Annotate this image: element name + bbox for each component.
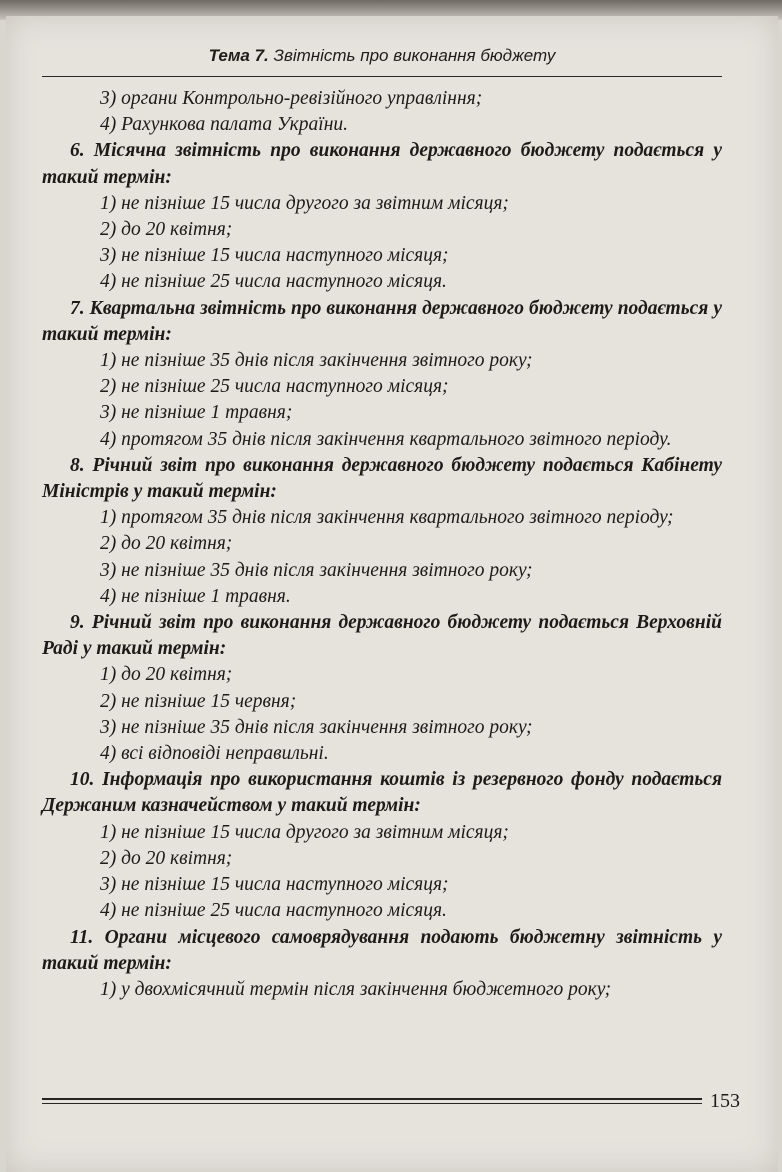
question-text: 9. Річний звіт про виконання державного бюджету подається Верховній Раді у такий термін: xyxy=(42,612,722,660)
option-line: 2) до 20 квітня; xyxy=(100,219,233,241)
question-11 xyxy=(42,925,722,1004)
option-line: 4) протягом 35 днів після закінчення квартального звітного періоду. xyxy=(100,428,672,450)
option-line: 4) не пізніше 1 травня. xyxy=(100,585,291,607)
option-line: 1) не пізніше 35 днів після закінчення звітного року; xyxy=(100,350,533,372)
option-line: 3) не пізніше 15 числа наступного місяця; xyxy=(100,874,449,896)
footer-rule-thin xyxy=(42,1103,702,1104)
question-10 xyxy=(42,767,722,924)
header-topic-title: Звітність про виконання бюджету xyxy=(273,46,556,65)
question-8 xyxy=(42,453,722,610)
footer-rule-thick xyxy=(42,1098,702,1100)
option-line: 3) не пізніше 1 травня; xyxy=(100,402,293,424)
option-line: 4) не пізніше 25 числа наступного місяця. xyxy=(100,271,447,293)
question-text: 7. Квартальна звітність про виконання державного бюджету подається у такий термін: xyxy=(42,297,722,345)
question-text: 6. Місячна звітність про виконання державного бюджету подається у такий термін: xyxy=(42,140,722,188)
option-line: 3) не пізніше 15 числа наступного місяця; xyxy=(100,245,449,267)
question-7 xyxy=(42,296,722,453)
option-line: 1) протягом 35 днів після закінчення квартального звітного періоду; xyxy=(100,507,674,529)
running-header xyxy=(42,46,722,66)
option-line: 2) до 20 квітня; xyxy=(100,847,233,869)
question-text: 10. Інформація про використання коштів із резервного фонду подається Держаним казначейством у такий термін: xyxy=(42,769,722,817)
option-line: 1) не пізніше 15 числа другого за звітним місяця; xyxy=(100,192,509,214)
option-line: 3) не пізніше 35 днів після закінчення звітного року; xyxy=(100,559,533,581)
header-topic-label: Тема 7. xyxy=(208,46,269,65)
question-6 xyxy=(42,138,722,295)
option-line: 3) не пізніше 35 днів після закінчення звітного року; xyxy=(100,716,533,738)
question-9 xyxy=(42,610,722,767)
header-rule xyxy=(42,76,722,77)
question-text: 8. Річний звіт про виконання державного бюджету подається Кабінету Міністрів у такий термін: xyxy=(42,454,722,503)
option-line: 1) не пізніше 15 числа другого за звітним місяця; xyxy=(100,821,509,843)
page-content xyxy=(42,86,722,1003)
page-number: 153 xyxy=(710,1090,740,1112)
option-line: 2) не пізніше 25 числа наступного місяця; xyxy=(100,376,449,398)
option-line: 2) не пізніше 15 червня; xyxy=(100,690,297,712)
option-line: 4) всі відповіді неправильні. xyxy=(100,743,329,765)
option-line: 4) Рахункова палата України. xyxy=(100,114,349,136)
question-text: 11. Органи місцевого самоврядування подають бюджетну звітність у такий термін: xyxy=(42,926,722,974)
option-line: 4) не пізніше 25 числа наступного місяця. xyxy=(100,900,447,922)
option-line: 2) до 20 квітня; xyxy=(100,533,233,555)
footer-rule xyxy=(42,1098,702,1104)
option-line: 1) у двохмісячний термін після закінчення бюджетного року; xyxy=(100,978,612,1000)
option-line: 3) органи Контрольно-ревізійного управління; xyxy=(100,88,483,109)
option-line: 1) до 20 квітня; xyxy=(100,664,233,686)
